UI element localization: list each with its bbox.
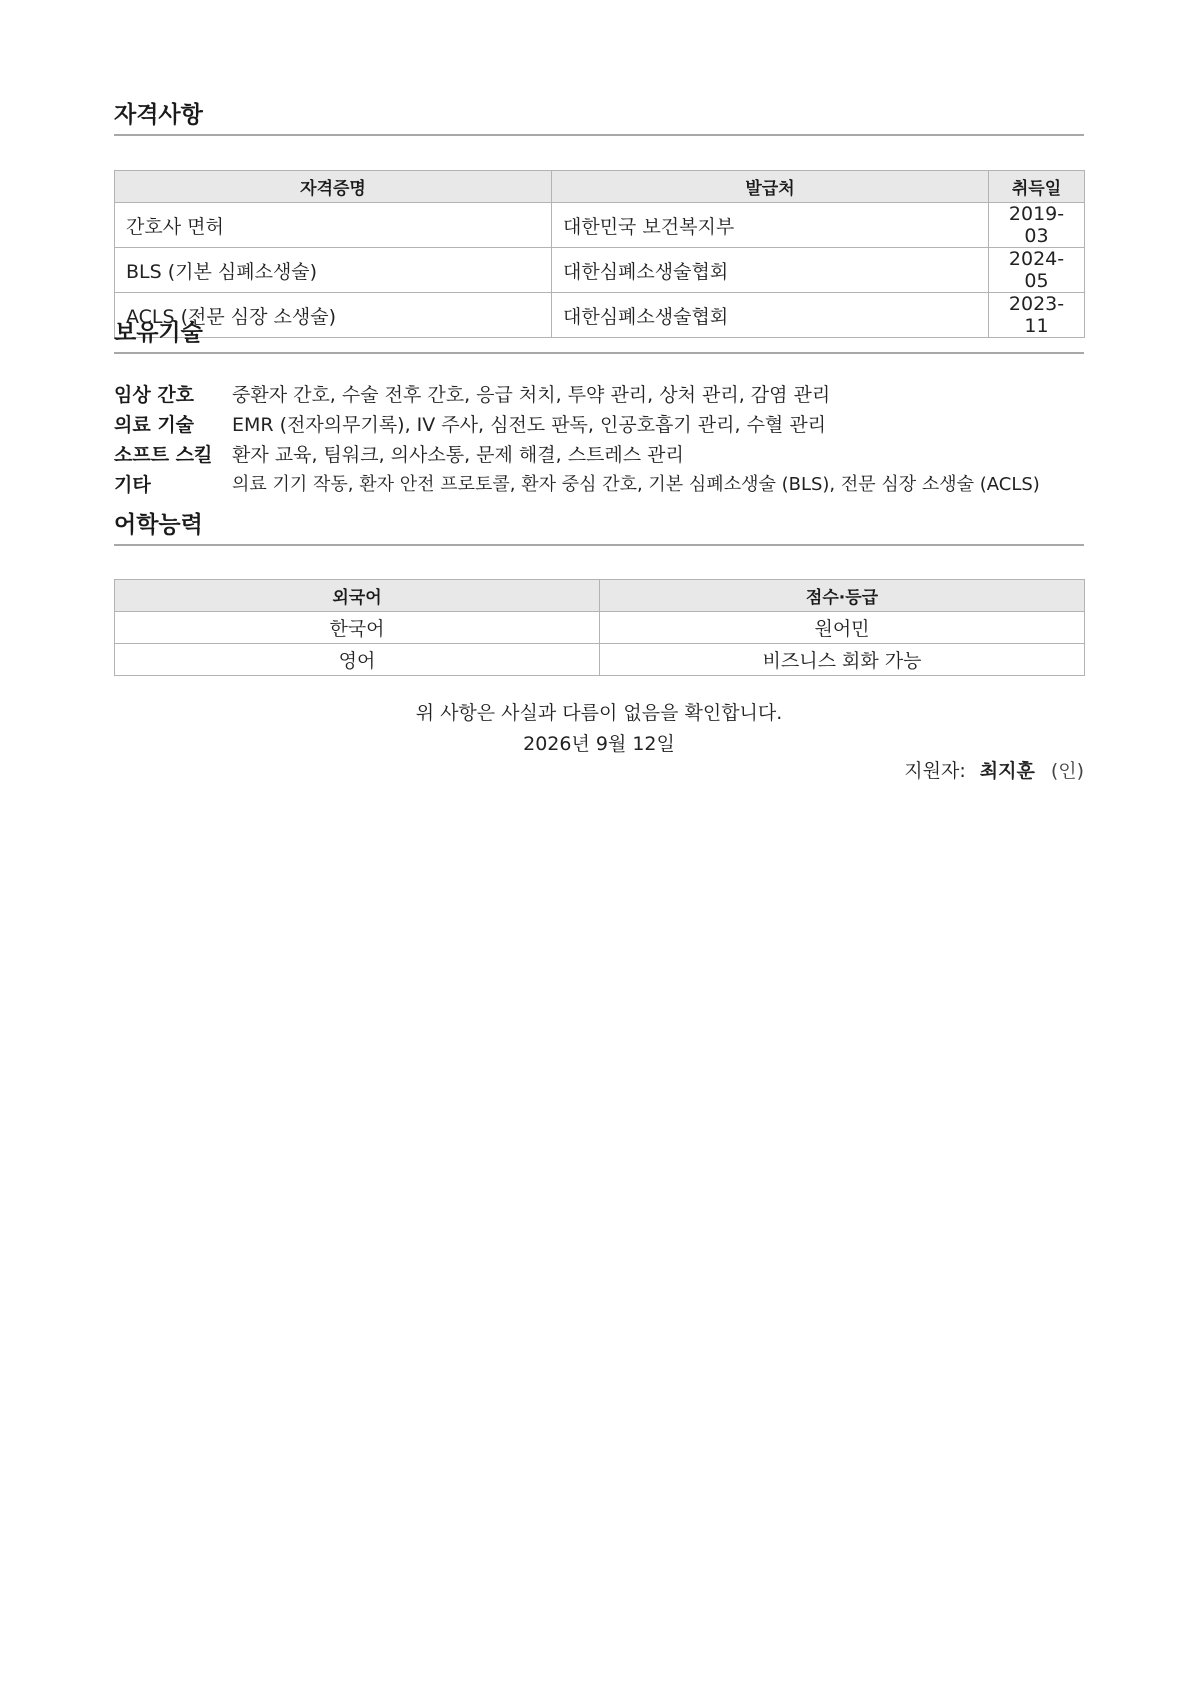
table-header-row xyxy=(115,580,1085,612)
languages-table xyxy=(114,579,1085,676)
certificate-name: ACLS (전문 심장 소생술) xyxy=(115,293,552,338)
certificate-date: 2023-11 xyxy=(989,293,1085,338)
table-row xyxy=(115,203,1085,248)
skill-label: 의료 기술 xyxy=(114,414,195,436)
skill-label: 임상 간호 xyxy=(114,384,195,406)
column-header-date: 취득일 xyxy=(989,171,1085,203)
table-row xyxy=(115,248,1085,293)
skills-list xyxy=(114,380,1084,500)
applicant-name: 최지훈 xyxy=(979,760,1035,782)
skill-value: EMR (전자의무기록), IV 주사, 심전도 판독, 인공호흡기 관리, 수혈 관리 xyxy=(232,414,827,436)
column-header-certificate: 자격증명 xyxy=(115,171,552,203)
skills-title: 보유기술 xyxy=(114,318,1084,354)
certificate-issuer: 대한심폐소생술협회 xyxy=(552,248,989,293)
list-item xyxy=(114,440,1084,470)
applicant-signature xyxy=(114,756,1084,786)
column-header-issuer: 발급처 xyxy=(552,171,989,203)
table-row xyxy=(115,612,1085,644)
skill-label: 소프트 스킬 xyxy=(114,444,213,466)
certificate-date: 2019-03 xyxy=(989,203,1085,248)
certificate-name: BLS (기본 심폐소생술) xyxy=(115,248,552,293)
qualifications-table xyxy=(114,170,1085,338)
column-header-level: 점수·등급 xyxy=(600,580,1085,612)
applicant-label: 지원자: xyxy=(904,760,966,782)
languages-title: 어학능력 xyxy=(114,510,1084,546)
language-level: 비즈니스 회화 가능 xyxy=(600,644,1085,676)
language-name: 영어 xyxy=(115,644,600,676)
skill-value: 중환자 간호, 수술 전후 간호, 응급 처치, 투약 관리, 상처 관리, 감염 관리 xyxy=(232,384,831,406)
list-item xyxy=(114,380,1084,410)
certificate-name: 간호사 면허 xyxy=(115,203,552,248)
skill-value: 환자 교육, 팀워크, 의사소통, 문제 해결, 스트레스 관리 xyxy=(232,444,684,466)
language-level: 원어민 xyxy=(600,612,1085,644)
language-name: 한국어 xyxy=(115,612,600,644)
certificate-date: 2024-05 xyxy=(989,248,1085,293)
list-item xyxy=(114,410,1084,440)
column-header-language: 외국어 xyxy=(115,580,600,612)
certificate-issuer: 대한심폐소생술협회 xyxy=(552,293,989,338)
table-row xyxy=(115,644,1085,676)
list-item xyxy=(114,470,1084,500)
qualifications-title: 자격사항 xyxy=(114,100,1084,136)
seal-mark: (인) xyxy=(1050,760,1084,782)
table-header-row xyxy=(115,171,1085,203)
certificate-issuer: 대한민국 보건복지부 xyxy=(552,203,989,248)
confirmation-statement: 위 사항은 사실과 다름이 없음을 확인합니다. xyxy=(415,702,783,724)
skill-value: 의료 기기 작동, 환자 안전 프로토콜, 환자 중심 간호, 기본 심폐소생술 (BLS), 전문 심장 소생술 (ACLS) xyxy=(232,474,1040,495)
signature-date: 2026년 9월 12일 xyxy=(523,733,675,755)
skill-label: 기타 xyxy=(114,474,151,496)
